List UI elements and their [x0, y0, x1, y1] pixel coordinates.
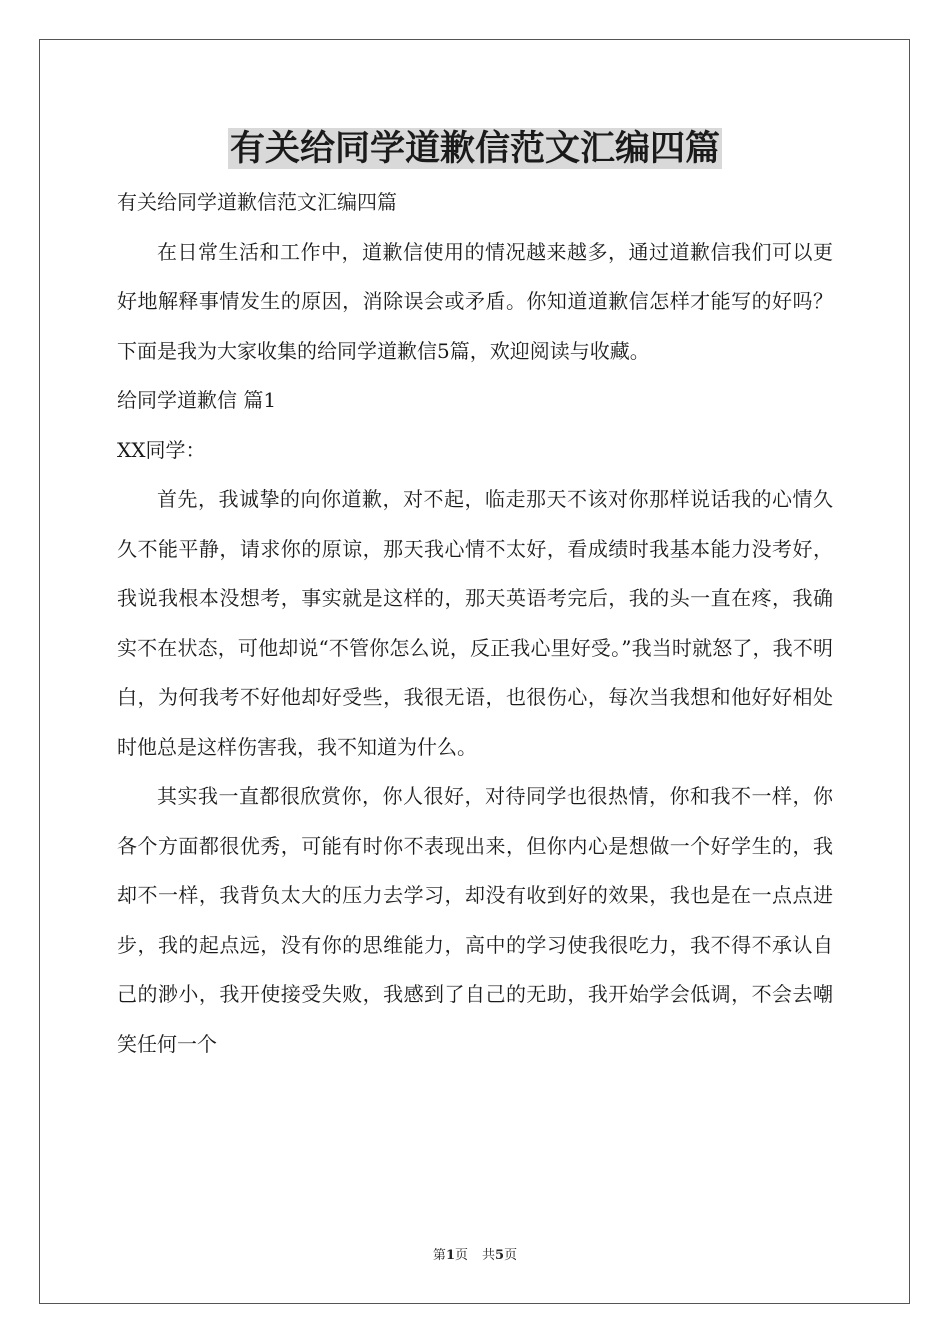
section-heading: 给同学道歉信 篇1 — [117, 388, 277, 412]
document-title-text: 有关给同学道歉信范文汇编四篇 — [229, 128, 720, 169]
total-suffix: 页 — [504, 1248, 518, 1263]
salutation: XX同学： — [117, 437, 206, 462]
body-paragraph: 首先，我诚挚的向你道歉，对不起，临走那天不该对你那样说话我的心情久久不能平静，请求你的原谅，那天我心情不太好，看成绩时我基本能力没考好，我说我根本没想考，事实就是这样的，那天英语考完后，我的头一直在疼，我确实不在状态，可他却说“不管你怎么说，反正我心里好受。”我当时就怒了，我不明白，为何我考不好他却好受些，我很无语，也很伤心，每次当我想和他好好相处时他总是这样伤害我，我不知道为什么。 — [117, 487, 833, 759]
page-prefix: 第 — [432, 1248, 446, 1263]
total-prefix: 共 — [482, 1248, 496, 1263]
page-current: 1 — [445, 1248, 455, 1263]
body-paragraph: 其实我一直都很欣赏你，你人很好，对待同学也很热情，你和我不一样，你各个方面都很优秀，可能有时你不表现出来，但你内心是想做一个好学生的，我却不一样，我背负太大的压力去学习，却没有收到好的效果，我也是在一点点进步，我的起点远，没有你的思维能力，高中的学习使我很吃力，我不得不承认自己的渺小，我开使接受失败，我感到了自己的无助，我开始学会低调，不会去嘲笑任何一个 — [117, 784, 833, 1056]
page-total: 5 — [495, 1248, 505, 1263]
subtitle-line: 有关给同学道歉信范文汇编四篇 — [117, 190, 397, 214]
document-body — [117, 178, 833, 1069]
document-title — [0, 124, 950, 174]
intro-paragraph: 在日常生活和工作中，道歉信使用的情况越来越多，通过道歉信我们可以更好地解释事情发生的原因，消除误会或矛盾。你知道道歉信怎样才能写的好吗？下面是我为大家收集的给同学道歉信5篇，欢迎阅读与收藏。 — [117, 239, 833, 363]
page-suffix: 页 — [454, 1248, 468, 1263]
page-footer — [0, 1246, 950, 1266]
